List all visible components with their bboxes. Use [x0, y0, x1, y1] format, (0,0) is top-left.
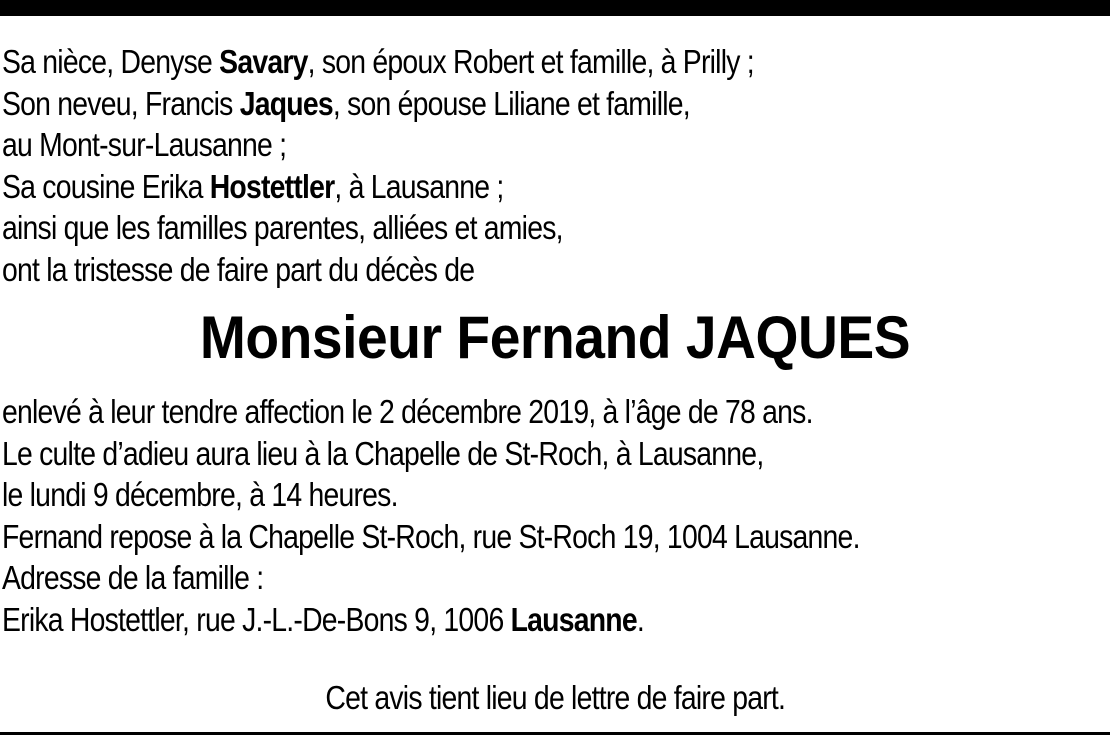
bold-text: Lausanne — [510, 600, 637, 638]
line-text: au Mont-sur-Lausanne ; — [2, 126, 287, 163]
details-line — [2, 433, 860, 475]
line-text: , son épouse Liliane et famille, — [332, 84, 690, 122]
deceased-name-heading — [0, 303, 1110, 373]
family-announcement-block — [2, 41, 754, 290]
line-text: . — [636, 600, 644, 638]
family-line — [2, 83, 754, 125]
line-text: , son époux Robert et famille, à Prilly ; — [307, 43, 754, 80]
line-text: , à Lausanne ; — [334, 167, 504, 205]
details-line — [2, 474, 860, 516]
family-line — [2, 207, 754, 249]
family-line — [2, 41, 754, 83]
line-text: le lundi 9 décembre, à 14 heures. — [2, 476, 398, 513]
family-line — [2, 124, 754, 166]
details-line — [2, 391, 860, 433]
line-text: Fernand repose à la Chapelle St-Roch, rue St-Roch 19, 1004 Lausanne. — [2, 517, 860, 555]
footer-note — [0, 678, 1110, 718]
line-text: enlevé à leur tendre affection le 2 décembre 2019, à l’âge de 78 ans. — [2, 393, 813, 430]
funeral-details-block — [2, 391, 860, 640]
line-text: ont la tristesse de faire part du décès de — [2, 250, 475, 288]
family-line — [2, 249, 754, 291]
deceased-name-text: Monsieur Fernand JAQUES — [199, 304, 911, 371]
family-surname: Jaques — [239, 84, 333, 122]
footer-note-text: Cet avis tient lieu de lettre de faire part. — [325, 679, 785, 716]
line-text: Sa cousine Erika — [2, 167, 210, 205]
line-text: ainsi que les familles parentes, alliées et amies, — [2, 209, 563, 246]
family-surname: Hostettler — [209, 167, 335, 205]
line-text: Erika Hostettler, rue J.-L.-De-Bons 9, 1006 — [2, 600, 511, 638]
family-surname: Savary — [219, 43, 308, 80]
details-line — [2, 557, 860, 599]
line-text: Le culte d’adieu aura lieu à la Chapelle de St-Roch, à Lausanne, — [2, 434, 764, 472]
line-text: Son neveu, Francis — [2, 84, 240, 122]
family-line — [2, 166, 754, 208]
details-line — [2, 599, 860, 641]
line-text: Sa nièce, Denyse — [2, 43, 220, 80]
top-border-rule — [0, 0, 1110, 16]
details-line — [2, 516, 860, 558]
line-text: Adresse de la famille : — [2, 559, 264, 596]
bottom-border-rule — [0, 732, 1110, 735]
